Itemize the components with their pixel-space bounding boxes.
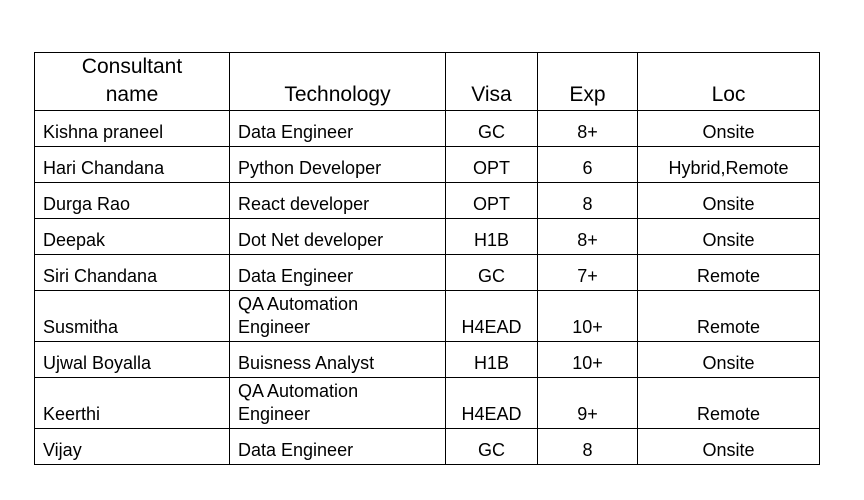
header-exp: Exp	[538, 53, 638, 111]
cell-visa: GC	[446, 255, 538, 291]
cell-name: Hari Chandana	[35, 147, 230, 183]
cell-visa: GC	[446, 429, 538, 465]
cell-loc: Onsite	[638, 342, 820, 378]
cell-visa: H1B	[446, 219, 538, 255]
cell-visa: H1B	[446, 342, 538, 378]
cell-exp: 8+	[538, 219, 638, 255]
cell-visa: OPT	[446, 147, 538, 183]
cell-technology: Buisness Analyst	[230, 342, 446, 378]
table-row	[35, 342, 820, 378]
cell-exp: 8	[538, 183, 638, 219]
cell-name: Deepak	[35, 219, 230, 255]
cell-technology: React developer	[230, 183, 446, 219]
cell-technology-line2: Engineer	[238, 317, 311, 337]
table-row	[35, 147, 820, 183]
cell-exp: 10+	[538, 291, 638, 342]
cell-exp: 9+	[538, 378, 638, 429]
cell-technology: Dot Net developer	[230, 219, 446, 255]
cell-loc: Onsite	[638, 429, 820, 465]
cell-loc: Onsite	[638, 219, 820, 255]
cell-name: Vijay	[35, 429, 230, 465]
cell-name: Keerthi	[35, 378, 230, 429]
table-header-row	[35, 53, 820, 111]
cell-name: Susmitha	[35, 291, 230, 342]
cell-loc: Remote	[638, 255, 820, 291]
table-row	[35, 429, 820, 465]
header-visa: Visa	[446, 53, 538, 111]
cell-loc: Onsite	[638, 111, 820, 147]
cell-visa: OPT	[446, 183, 538, 219]
cell-technology: Data Engineer	[230, 429, 446, 465]
cell-technology: Python Developer	[230, 147, 446, 183]
cell-name: Siri Chandana	[35, 255, 230, 291]
cell-visa: H4EAD	[446, 378, 538, 429]
cell-exp: 8+	[538, 111, 638, 147]
header-technology: Technology	[230, 53, 446, 111]
table-row	[35, 291, 820, 342]
cell-exp: 7+	[538, 255, 638, 291]
cell-technology	[230, 291, 446, 342]
header-loc: Loc	[638, 53, 820, 111]
cell-technology-line1: QA Automation	[238, 294, 359, 314]
cell-loc: Remote	[638, 378, 820, 429]
cell-loc: Remote	[638, 291, 820, 342]
table-row	[35, 219, 820, 255]
cell-visa: H4EAD	[446, 291, 538, 342]
cell-name: Durga Rao	[35, 183, 230, 219]
cell-technology-line2: Engineer	[238, 404, 311, 424]
header-name-line2: name	[105, 83, 159, 106]
cell-technology-line1: QA Automation	[238, 381, 359, 401]
cell-exp: 10+	[538, 342, 638, 378]
header-name-line1: Consultant	[81, 55, 183, 78]
table-row	[35, 255, 820, 291]
cell-technology: Data Engineer	[230, 255, 446, 291]
cell-loc: Onsite	[638, 183, 820, 219]
table-row	[35, 378, 820, 429]
header-consultant-name	[35, 53, 230, 111]
cell-name: Kishna praneel	[35, 111, 230, 147]
cell-technology: Data Engineer	[230, 111, 446, 147]
table-row	[35, 183, 820, 219]
cell-name: Ujwal Boyalla	[35, 342, 230, 378]
cell-loc: Hybrid,Remote	[638, 147, 820, 183]
cell-technology	[230, 378, 446, 429]
consultant-table	[34, 52, 820, 465]
cell-visa: GC	[446, 111, 538, 147]
table-row	[35, 111, 820, 147]
cell-exp: 8	[538, 429, 638, 465]
cell-exp: 6	[538, 147, 638, 183]
